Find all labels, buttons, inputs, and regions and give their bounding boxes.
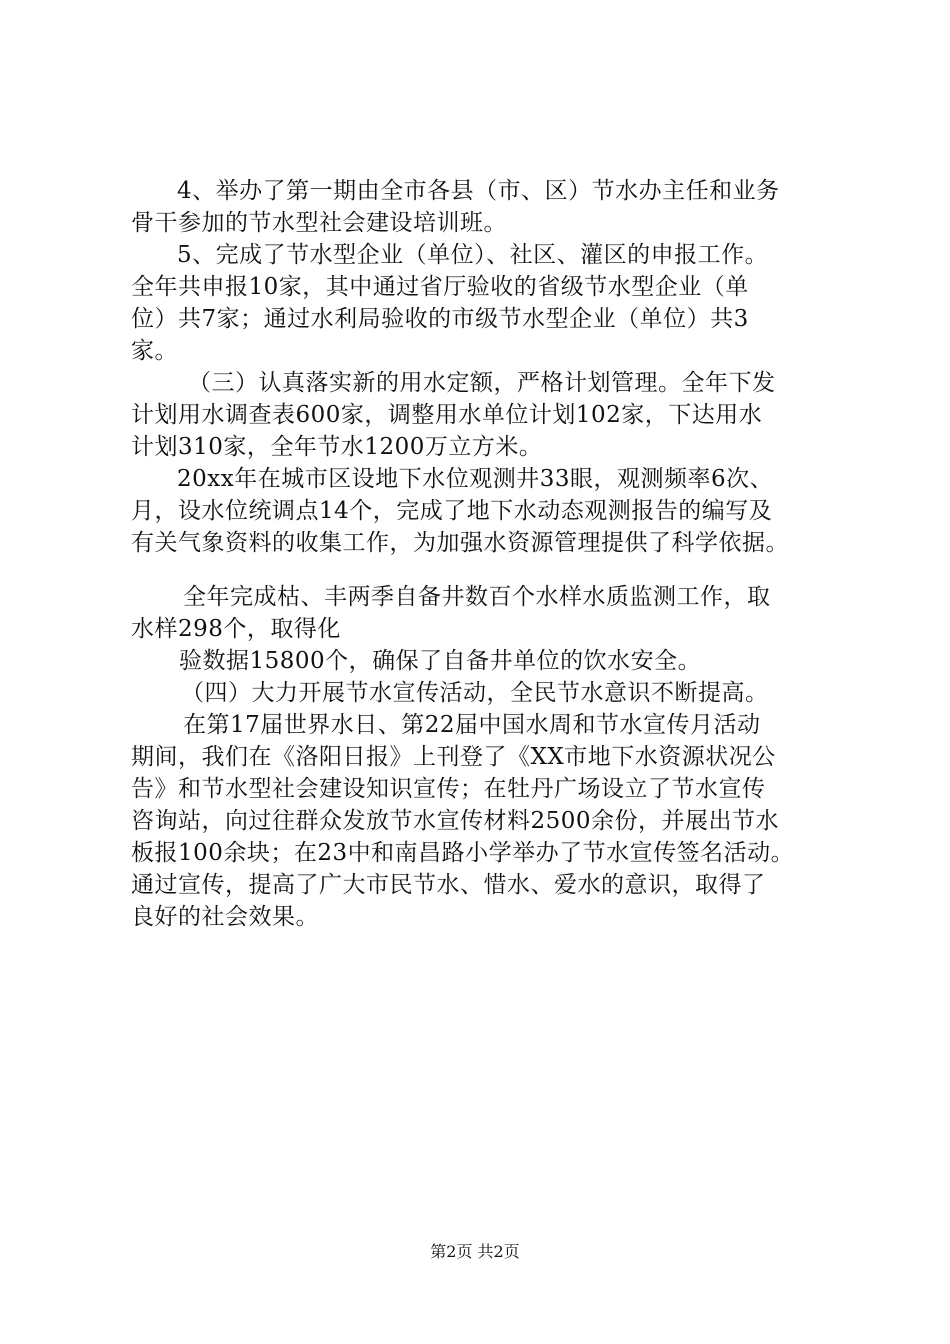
text-line: 5、完成了节水型企业（单位）、社区、灌区的申报工作。 [177, 242, 769, 268]
text-line: 计划用水调查表600家，调整用水单位计划102家，下达用水 [131, 402, 763, 428]
text-line: 告》和节水型社会建设知识宣传；在牡丹广场设立了节水宣传 [131, 776, 766, 802]
text-line: 通过宣传，提高了广大市民节水、惜水、爱水的意识，取得了 [131, 872, 766, 898]
text-line: 位）共7家；通过水利局验收的市级节水型企业（单位）共3 [131, 306, 749, 332]
text-line: 咨询站，向过往群众发放节水宣传材料2500余份，并展出节水 [131, 808, 780, 834]
text-line: 良好的社会效果。 [131, 904, 319, 930]
page-footer: 第2页 共2页 [430, 1242, 520, 1261]
text-line: 20xx年在城市区设地下水位观测井33眼，观测频率6次、 [177, 466, 774, 492]
text-line: 月，设水位统调点14个，完成了地下水动态观测报告的编写及 [131, 498, 773, 524]
text-line: （三）认真落实新的用水定额，严格计划管理。全年下发 [188, 370, 776, 396]
text-line: 全年完成枯、丰两季自备井数百个水样水质监测工作，取 [183, 584, 771, 610]
text-line: 骨干参加的节水型社会建设培训班。 [131, 210, 507, 236]
text-line: 计划310家，全年节水1200万立方米。 [131, 434, 543, 460]
text-line: （四）大力开展节水宣传活动，全民节水意识不断提高。 [181, 680, 769, 706]
text-line: 板报100余块；在23中和南昌路小学举办了节水宣传签名活动。 [131, 840, 795, 866]
text-line: 在第17届世界水日、第22届中国水周和节水宣传月活动 [183, 712, 761, 738]
text-line: 全年共申报10家，其中通过省厅验收的省级节水型企业（单 [131, 274, 749, 300]
text-line: 期间，我们在《洛阳日报》上刊登了《XX市地下水资源状况公 [131, 744, 776, 770]
text-line: 验数据15800个，确保了自备井单位的饮水安全。 [179, 648, 702, 674]
text-line: 有关气象资料的收集工作，为加强水资源管理提供了科学依据。 [131, 530, 789, 556]
text-line: 4、举办了第一期由全市各县（市、区）节水办主任和业务 [177, 178, 780, 204]
text-line: 水样298个，取得化 [131, 616, 341, 642]
text-line: 家。 [131, 338, 178, 364]
